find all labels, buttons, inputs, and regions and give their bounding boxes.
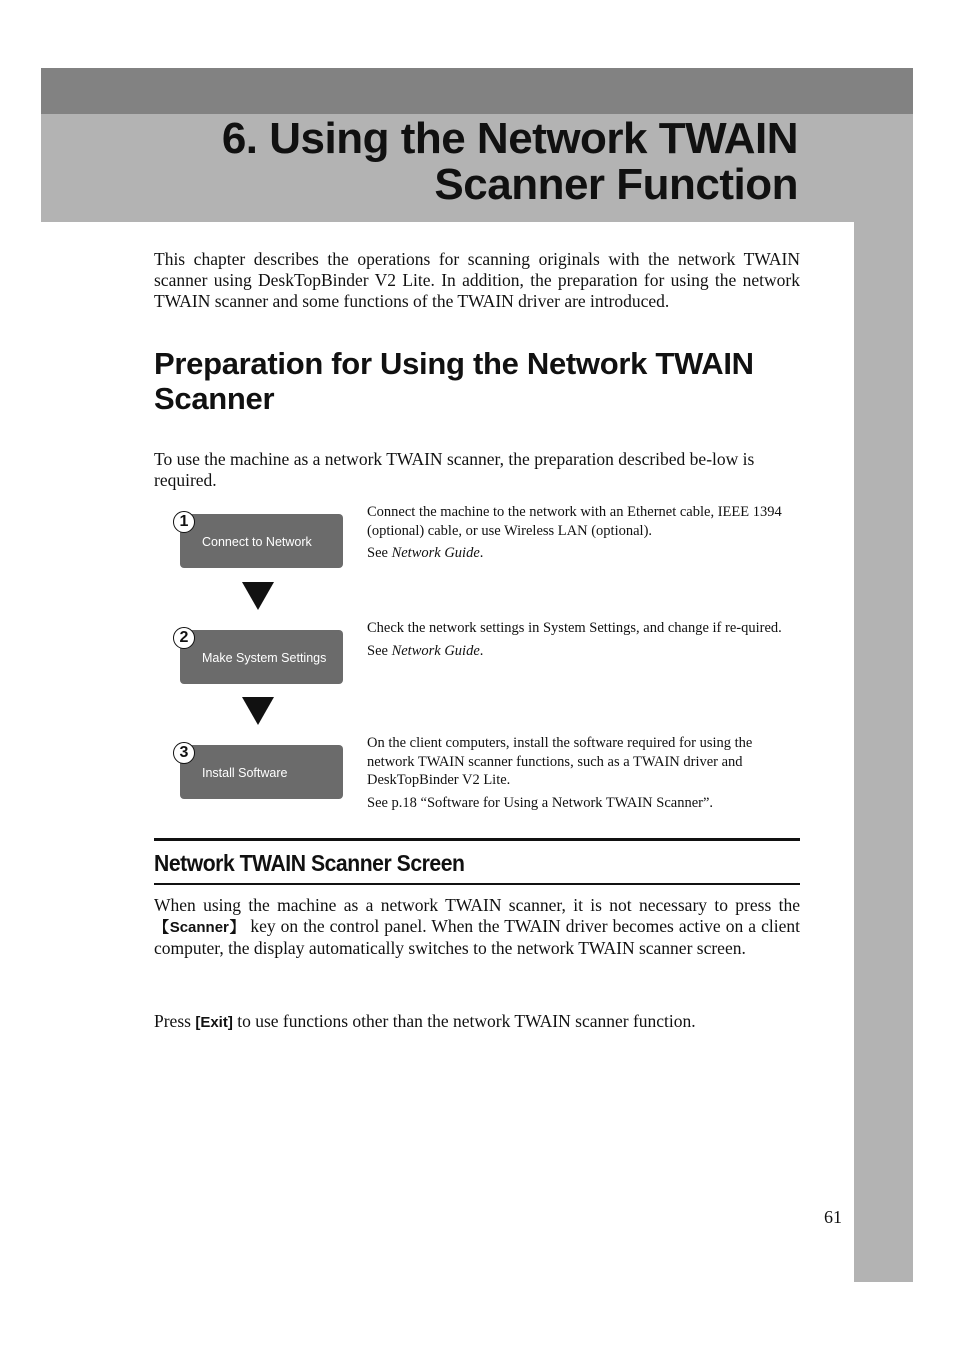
scanner-key-label: 【Scanner】 xyxy=(154,919,246,936)
step-2-number-icon: 2 xyxy=(173,627,195,649)
chapter-title-line2: Scanner Function xyxy=(434,160,798,209)
step-3-description xyxy=(367,734,797,812)
section-rule-top xyxy=(154,838,800,841)
step-2-desc-text: Check the network settings in System Settings, and change if re-quired. xyxy=(367,620,782,636)
step-1-description xyxy=(367,503,797,563)
step-3-label: Install Software xyxy=(202,766,288,780)
step-2-see-ref: Network Guide xyxy=(391,642,480,659)
down-arrow-icon xyxy=(242,697,274,725)
chapter-title xyxy=(222,116,798,208)
step-3-number-icon: 3 xyxy=(173,742,195,764)
header-band-dark xyxy=(41,68,913,114)
page-number: 61 xyxy=(824,1207,842,1227)
screen-section-heading: Network TWAIN Scanner Screen xyxy=(154,850,465,876)
step-3-desc-text: On the client computers, install the software required for using the network TWAIN scanner functions, such as a TWAIN driver and DeskTopBinder V2 Lite. xyxy=(367,735,753,788)
screen-section-paragraph: When using the machine as a network TWAIN scanner, it is not necessary to press the 【Scanner】 key on the control panel. When the TWAIN driver becomes active on a client computer, the display automatically switches to the network TWAIN scanner screen. xyxy=(154,895,800,958)
preparation-text: To use the machine as a network TWAIN scanner, the preparation described be-low is required. xyxy=(154,449,755,490)
intro-paragraph: This chapter describes the operations for scanning originals with the network TWAIN scanner using DeskTopBinder V2 Lite. In addition, the preparation for using the network TWAIN scanner and some functions of the TWAIN driver are introduced. xyxy=(154,249,800,311)
step-2-description xyxy=(367,619,797,660)
step-1-box xyxy=(180,514,343,568)
step-1-see-ref: Network Guide xyxy=(391,545,480,561)
step-1-label: Connect to Network xyxy=(202,535,312,549)
step-2-label: Make System Settings xyxy=(202,651,327,665)
preparation-heading: Preparation for Using the Network TWAIN Scanner xyxy=(154,346,754,416)
step-1-number-icon: 1 xyxy=(173,511,195,533)
step-1-see: See Network Guide. xyxy=(367,545,484,561)
side-tab-bar xyxy=(854,222,913,1282)
down-arrow-icon xyxy=(242,582,274,610)
chapter-title-line1: 6. Using the Network TWAIN xyxy=(221,114,798,163)
press-exit-paragraph: Press [Exit] to use functions other than the network TWAIN scanner function. xyxy=(154,1011,696,1031)
step-1-desc-text: Connect the machine to the network with an Ethernet cable, IEEE 1394 (optional) cable, or use Wireless LAN (optional). xyxy=(367,504,782,539)
step-2-see: See Network Guide. xyxy=(367,642,484,659)
section-rule-bottom xyxy=(154,883,800,885)
step-2-box xyxy=(180,630,343,684)
exit-key-label: [Exit] xyxy=(195,1014,233,1031)
step-3-see: See p.18 “Software for Using a Network TWAIN Scanner”. xyxy=(367,794,714,811)
step-3-box xyxy=(180,745,343,799)
